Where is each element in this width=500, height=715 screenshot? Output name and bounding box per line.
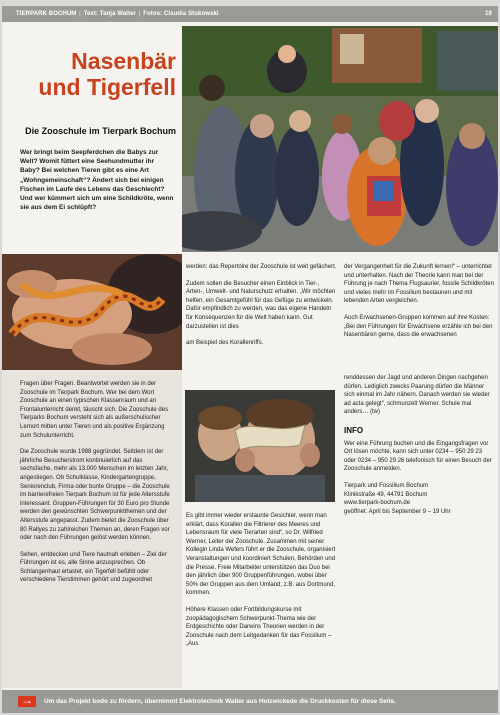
- intro-text: Wer bringt beim Seepferdchen die Babys zur Welt? Womit füttert eine Seehundmutter ihr Baby? Bei welchen Tieren gibt es eine Art „Wohngemeinschaft“? Ändert sich bei einigen Fischen im Laufe des Lebens das Geschlecht? Und wer kümmert sich um eine Schildkröte, wenn sie aus dem Ei schlüpft?: [20, 149, 174, 212]
- photo-children-graphic: [182, 26, 498, 252]
- address-website: www.tierpark-bochum.de: [344, 500, 411, 507]
- col3-paragraph-3: renddessen der Jagd und anderen Dingen nachgehen dürfen. Lediglich zwecks Paarung dürfen die Männer sich einmal im Jahr nähern. Danach werden sie wieder ad acta gelegt“, schmunzelt Werner. Schule mal anders… (tw): [344, 375, 490, 416]
- photo-coral-child: [185, 390, 335, 502]
- footer-text: Um das Projekt bodo zu fördern, übernimmt Elektrotechnik Walter aus Holzwickede die Druckkosten für diese Seite.: [44, 698, 397, 705]
- col2-paragraph-1: werden: das Repertoire der Zooschule ist weit gefächert.: [186, 264, 337, 270]
- col1-paragraph-3: Sehen, entdecken und Tiere hautnah erleben – Ziel der Führungen ist es, alle Sinne anzusprechen. Ob Schlangenhaut ertastet, ein Tigerfell befühlt oder verschiedene Tierstimmen gehört und zugeordnet: [20, 551, 167, 584]
- section-label: TIERPARK BOCHUM: [16, 11, 77, 17]
- headline-line-2: und Tigerfell: [38, 74, 176, 100]
- photo-snake-graphic: [2, 254, 182, 370]
- footer-bar: [2, 690, 498, 713]
- col1-paragraph-2: Die Zooschule wurde 1988 gegründet. Seitdem ist der jährliche Besucherstrom kontinuierlich auf das sechsfache, mehr als 13.000 Menschen im letzten Jahr, angestiegen. Ob Schulklasse, Kindergartengruppe, Seniorenclub, Firma oder bunte Gruppe – die Zooschule im barrierefreien Tierpark Bochum ist für jede Altersstufe interessant. Gruppen-Führungen für 30 Euro pro Stunde werden den gewünschten Schwerpunktthemen und der Altersstufe angepasst. Zudem bietet die Zooschule über 80 Rallyes zu zahlreichen Themen an, deren Fragen vor oder nach den Führungen gelöst werden können.: [20, 449, 170, 542]
- column-2-bottom: [186, 512, 338, 649]
- info-heading: INFO: [344, 425, 364, 435]
- col2-paragraph-5: Höhere Klassen oder Fortbildungskurse mit zoopädagogischem Schwerpunkt-Thema wie der Erdgeschichte oder Darwins Theorien werden in der Zooschule nach dem Leitgedanken für das Fossilium – „Aus: [186, 606, 332, 648]
- photo-credit: Fotos: Claudia Stukowski: [143, 11, 219, 17]
- col2-paragraph-2: Zudem sollen die Besucher einen Einblick in Tier-, Arten-, Umwelt- und Naturschutz erhalten. „Wir möchten helfen, ein Gesamtgefühl für das Gefüge zu entwickeln. Dafür empfindlich zu werden, was das eigene Handeln für Konsequenzen für die Welt haben kann. Gut darzustellen ist dies: [186, 280, 336, 330]
- col2-paragraph-4: Es gibt immer wieder erstaunte Gesichter, wenn man erklärt, dass Korallen die Filtrierer des Meeres und Lebensraum für viele Tierarten sind“, so Dr. Wilfried Werner, Leiter der Zooschule. Zusammen mit seiner Kollegin Linda Wefers führt er die Zooschule, organisiert Veranstaltungen und koordiniert Schulen, Behörden und die Presse. Freie Mitarbeiter unterstützen das Duo bei den jährlich über 900 Gruppenführungen, wobei über 50% der Gruppen aus dem Umland, z.B. aus Dortmund, kommen.: [186, 513, 336, 597]
- col3-paragraph-1: der Vergangenheit für die Zukunft lernen!“ – unterrichtet und unterhalten. Nach der Theorie kann man bei der Führung je nach Thema Flugsaurier, fossile Schildkröten und vieles mehr im Fossilium bestaunen und mit lebenden Arten vergleichen.: [344, 264, 494, 305]
- header-bar: TIERPARK BOCHUM | Text: Tanja Walter | Fotos: Claudia Stukowski 19: [2, 6, 498, 22]
- photo-coral-graphic: [185, 390, 335, 502]
- column-2-top: [186, 263, 338, 348]
- subtitle: Die Zooschule im Tierpark Bochum: [25, 126, 176, 136]
- arrow-right-icon: [18, 696, 36, 707]
- col2-paragraph-3: am Beispiel des Korallenriffs.: [186, 340, 264, 347]
- column-3-top: [344, 263, 494, 340]
- photo-snake: [2, 254, 182, 370]
- text-credit: Text: Tanja Walter: [83, 11, 136, 17]
- page-number: 19: [485, 11, 492, 17]
- photo-children-group: [182, 26, 498, 252]
- opening-hours: geöffnet: April bis September 9 – 19 Uhr: [344, 508, 451, 515]
- col3-paragraph-2: Auch Erwachsenen-Gruppen kommen auf ihre Kosten: „Bei den Führungen für Erwachsene erzähle ich bei den Nasenbären gerne, dass die erwachsenen: [344, 314, 493, 339]
- headline: [14, 48, 176, 100]
- magazine-page: [2, 6, 498, 713]
- column-3-bottom: [344, 374, 494, 516]
- address-line-2: Klinikstraße 49, 44791 Bochum: [344, 491, 428, 498]
- column-1: [2, 370, 182, 688]
- info-text: Wer eine Führung buchen und die Eingangsfragen vor Ort lösen möchte, kann sich unter 0234 – 950 29 23 oder 0234 – 950 29 26 telefonisch für einen Besuch der Zooschule anmelden.: [344, 440, 492, 473]
- col1-paragraph-1: Fragen über Fragen. Beantwortet werden sie in der Zooschule im Tierpark Bochum. Wer bei dem Wort Zooschule an einen typischen Klassenraum und an Frontalunterricht denkt, täuscht sich. Die Zooschule des Tierparks Bochum versteht sich als außerschulischer Lernort mitten unter Tieren und als positive Ergänzung zum Schulunterricht.: [20, 381, 169, 439]
- headline-line-1: Nasenbär: [71, 48, 176, 74]
- address-line-1: Tierpark und Fossilium Bochum: [344, 482, 429, 489]
